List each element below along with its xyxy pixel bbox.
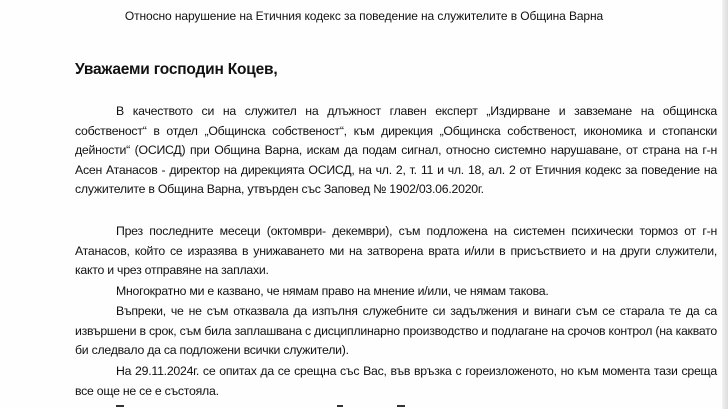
text-fragment [397,405,405,407]
scan-edge-shadow [722,0,728,409]
paragraph-duties: Въпреки, че не съм отказвала да изпълня служебните си задължения и винаги съм се старала те да са извършени в срок, съм била заплашвана с дисциплинарно производство и подлагане на срочов контрол (на каквато би следвало да са подложени всички служители). [75,304,717,358]
letter-body-paragraph [75,282,717,302]
text-fragment [116,405,124,407]
letter-body-paragraph [75,102,717,200]
paragraph-meeting: На 29.11.2024г. се опитах да се срещна със Вас, във връзка с гореизложеното, но към момента тази среща все още не се е състояла. [75,364,717,398]
letter-body-paragraph [75,362,717,401]
paragraph-no-opinion: Многократно ми е казвано, че нямам право на мнение и/или, че нямам такова. [116,284,549,298]
truncated-next-line [75,403,717,409]
letter-salutation: Уважаеми господин Коцев, [75,61,278,78]
paragraph-report: В качеството си на служител на длъжност главен експерт „Издирване и завземане на общинска собственост“ в отдел „Общинска собственост“, към дирекция „Общинска собственост, икономика и стопански дейности“ (ОСИСД) при Община Варна, искам да подам сигнал, относно системно нарушаване, от страна на г-н Асен Атанасов - директор на дирекцията ОСИСД, на чл. 2, т. 11 и чл. 18, ал. 2 от Етичния кодекс за поведение на служителите в Община Варна, утвърден със Заповед № 1902/03.06.2020г. [75,104,717,197]
letter-body-paragraph [75,302,717,361]
letter-subject: Относно нарушение на Етичния кодекс за поведение на служителите в Община Варна [124,9,604,23]
letter-body-paragraph [75,222,717,281]
paragraph-harassment: През последните месеци (октомври- декември), съм подложена на системен психически тормоз от г-н Атанасов, който се изразява в унижаването ми на затворена врата и/или в присъствието и на други служители, както и чрез отправяне на заплахи. [75,224,717,278]
text-fragment [337,405,343,407]
